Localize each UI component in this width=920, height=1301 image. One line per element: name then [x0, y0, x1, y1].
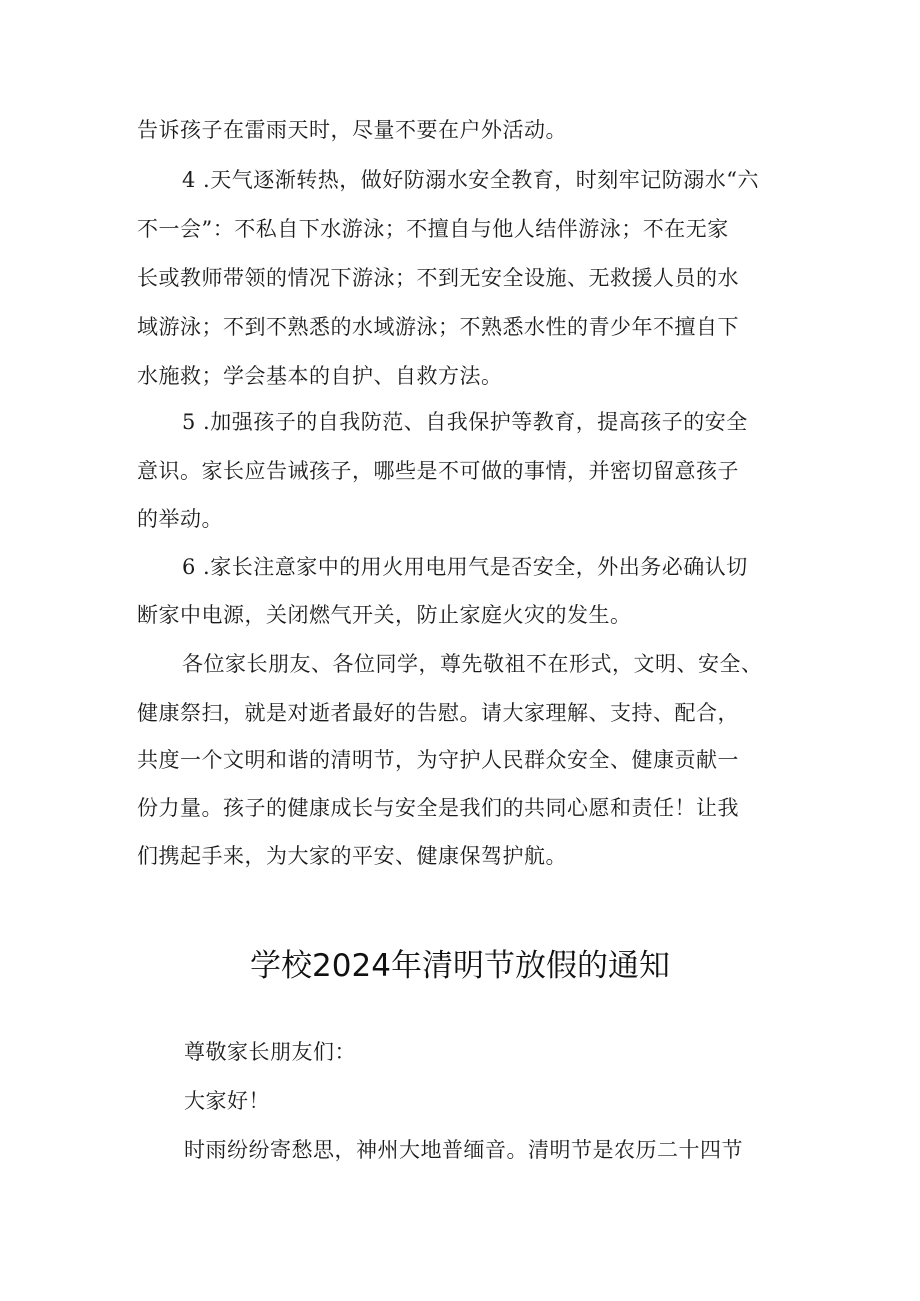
item-6-line: 6 .家长注意家中的用火用电用气是否安全，外出务必确认切 [182, 555, 748, 579]
item-5-line: 5 .加强孩子的自我防范、自我保护等教育，提高孩子的安全 [182, 410, 748, 434]
closing-paragraph-line: 健康祭扫，就是对逝者最好的告慰。请大家理解、支持、配合， [137, 701, 739, 725]
notice-salutation: 大家好！ [184, 1089, 270, 1113]
item-4-line: 水施救；学会基本的自护、自救方法。 [137, 364, 503, 388]
item-6-line: 断家中电源，关闭燃气开关，防止家庭火灾的发生。 [137, 603, 632, 627]
item-4-line: 不一会”：不私自下水游泳；不擅自与他人结伴游泳；不在无家 [137, 217, 729, 241]
notice-greeting: 尊敬家长朋友们： [184, 1040, 356, 1064]
closing-paragraph-line: 份力量。孩子的健康成长与安全是我们的共同心愿和责任！让我 [137, 796, 739, 820]
paragraph-line: 告诉孩子在雷雨天时，尽量不要在户外活动。 [137, 118, 567, 142]
item-4-line: 4 .天气逐渐转热，做好防溺水安全教育，时刻牢记防溺水“六 [182, 168, 759, 192]
notice-body-line: 时雨纷纷寄愁思，神州大地普缅音。清明节是农历二十四节 [184, 1138, 743, 1162]
item-4-line: 长或教师带领的情况下游泳；不到无安全设施、无救援人员的水 [137, 266, 739, 290]
closing-paragraph-line: 共度一个文明和谐的清明节，为守护人民群众安全、健康贡献一 [137, 748, 739, 772]
item-5-line: 意识。家长应告诫孩子，哪些是不可做的事情，并密切留意孩子 [137, 459, 739, 483]
closing-paragraph-line: 们携起手来，为大家的平安、健康保驾护航。 [137, 844, 567, 868]
closing-paragraph-line: 各位家长朋友、各位同学，尊先敬祖不在形式，文明、安全、 [182, 652, 763, 676]
item-4-line: 域游泳；不到不熟悉的水域游泳；不熟悉水性的青少年不擅自下 [137, 315, 739, 339]
item-5-line: 的举动。 [137, 507, 223, 531]
notice-title: 学校2024年清明节放假的通知 [250, 948, 670, 984]
